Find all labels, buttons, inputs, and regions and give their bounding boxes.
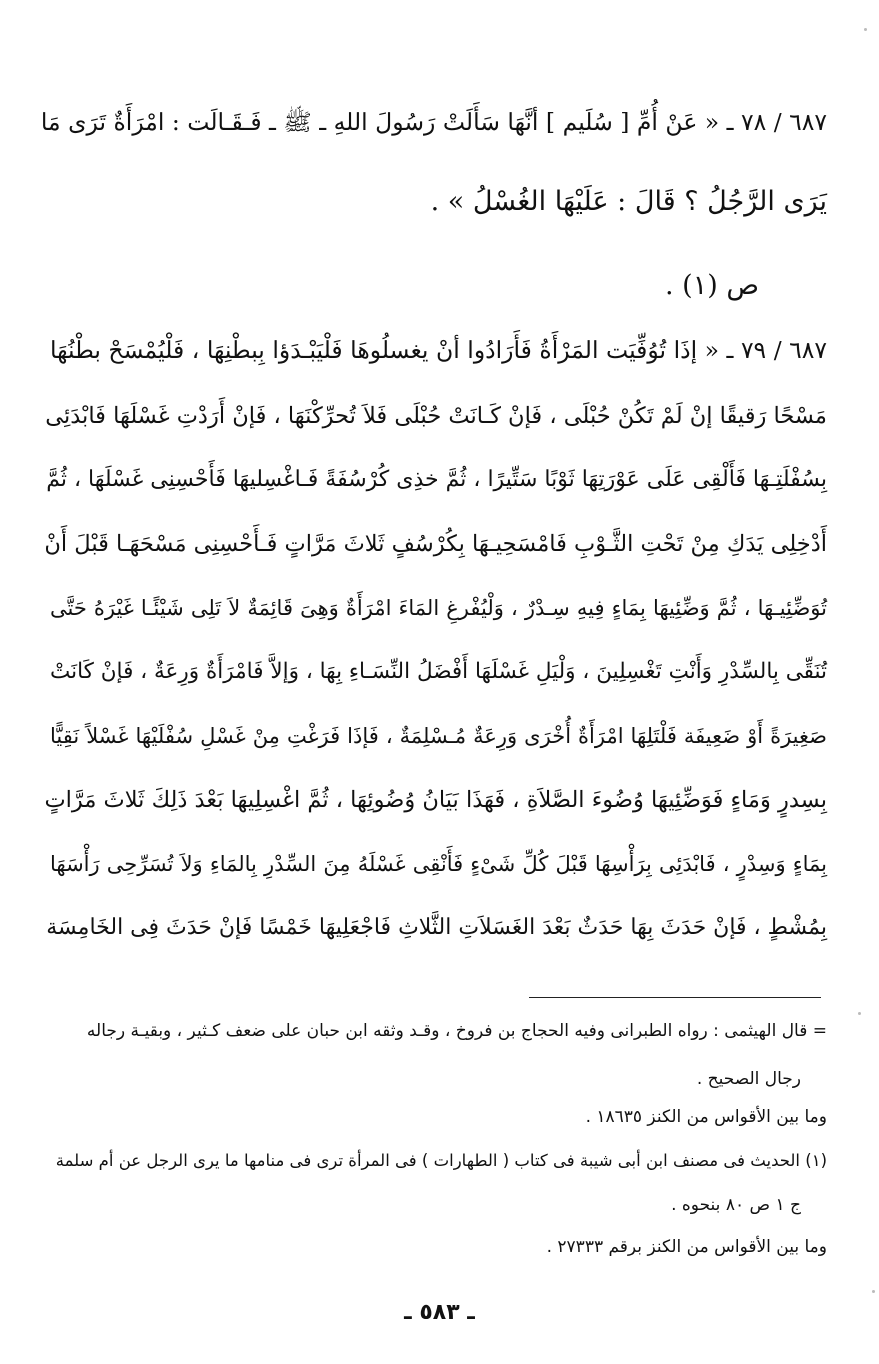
footnote-line-3: وما بين الأقواس من الكنز ١٨٦٣٥ . — [585, 1107, 827, 1127]
hadith-79-line-7: صَغِيرَةً أَوْ ضَعِيفَة فَلْتَلِهَا امْرَأَةٌ أُخْرَى وَرِعَةٌ مُـسْلِمَةٌ ، فَإذَا فَرَغْتِ مِنْ غَسْلِ سُفْلَيْهَا غَسْلاً نَقِيًّا — [50, 724, 827, 748]
footnote-line-6: وما بين الأقواس من الكنز برقم ٢٧٣٣٣ . — [546, 1237, 827, 1257]
hadith-78-line-2: يَرَى الرَّجُلُ ؟ قَالَ : عَلَيْهَا الغُسْلُ » . — [430, 186, 827, 217]
hadith-79-line-3: بِسُفْلَتِـهَا فَأَلْقِى عَلَى عَوْرَتِهَا ثَوْبًا سَتِّيرًا ، ثُمَّ خذِى كُرْسُفَةً فَـاغْسِليهَا فَأَحْسِنِى غَسْلَهَا ، ثُمَّ — [46, 467, 827, 492]
hadith-78-line-1: ٦٨٧ / ٧٨ ـ « عَنْ أُمِّ [ سُلَيم ] أنَّهَا سَأَلَتْ رَسُولَ اللهِ ـ ﷺ ـ فَـقَـالَت : امْرَأَةٌ تَرَى مَا — [40, 108, 827, 136]
hadith-79-line-6: تُنَقِّى بِالسِّدْرِ وَأَنْتِ تَغْسِلِينَ ، وَلْيَلِ غَسْلَهَا أَفْضَلُ النِّسَـاءِ بِهَا ، وَإلاَّ فَامْرَأَةٌ وَرِعَةٌ ، فَإنْ كَانَتْ — [50, 659, 827, 684]
scan-speck — [864, 28, 867, 31]
hadith-79-line-1: ٦٨٧ / ٧٩ ـ « إذَا تُوُفِّيَت المَرْأَةُ فَأَرَادُوا أنْ يغسلُوهَا فَلْيَبْـدَؤا بِبطْنِهَا ، فَلْيُمْسَحْ بطْنُهَا — [50, 336, 828, 364]
hadith-79-line-10: بِمُشْطٍ ، فَإنْ حَدَثَ بِهَا حَدَثٌ بَعْدَ الغَسَلاَتِ الثَّلاثِ فَاجْعَلِيهَا خَمْسًا فَإنْ حَدَثَ فِى الخَامِسَة — [46, 915, 827, 940]
scan-speck — [858, 1012, 861, 1015]
hadith-79-line-5: تُوَضِّئِيـهَا ، ثُمَّ وَضِّئِيهَا بِمَاءٍ فِيهِ سِـدْرٌ ، وَلْيُفْرغِ المَاءَ امْرَأَةٌ وَهِىَ قَائِمَةٌ لاَ تَلِى شَيْئًـا غَيْرَهُ حَتَّى — [50, 596, 827, 620]
source-reference: ص (١) . — [665, 270, 759, 301]
footnote-separator — [529, 997, 821, 998]
page-number: ـ ٥٨٣ ـ — [404, 1300, 475, 1325]
hadith-79-line-9: بِمَاءٍ وَسِدْرٍ ، فَابْدَئِى بِرَأْسِهَا قَبْلَ كُلِّ شَىْءٍ فَأَنْقِى غَسْلَهُ مِنَ السِّدْرِ بِالمَاءِ وَلاَ تُسَرِّحِى رَأْسَهَا — [50, 852, 827, 876]
hadith-79-line-4: أَدْخِلِى يَدَكِ مِنْ تَحْتِ الثَّـوْبِ فَامْسَحِيـهَا بِكُرْسُفٍ ثَلاثَ مَرَّاتٍ فَـأَحْسِنِى مَسْحَهَـا قَبْلَ أَنْ — [44, 531, 827, 557]
footnote-line-4: (١) الحديث فى مصنف ابن أبى شيبة فى كتاب ( الطهارات ) فى المرأة ترى فى منامها ما يرى الرجل عن أم سلمة — [55, 1151, 827, 1170]
hadith-79-line-8: بِسِدرٍ وَمَاءٍ فَوَضِّئِيهَا وُضُوءَ الصَّلاَةِ ، فَهَذَا بَيَانُ وُضُوئِهَا ، ثُمَّ اغْسِلِيهَا بَعْدَ ذَلِكَ ثَلاثَ مَرَّاتٍ — [44, 787, 827, 813]
footnote-line-2: رجال الصحيح . — [696, 1069, 801, 1089]
footnote-line-1: = قال الهيثمى : رواه الطبرانى وفيه الحجاج بن فروخ ، وقـد وثقه ابن حبان على ضعف كـثير ، وبقيـة رجاله — [86, 1021, 827, 1041]
scan-speck — [872, 1290, 875, 1293]
footnote-line-5: ج ١ ص ٨٠ بنحوه . — [671, 1195, 801, 1215]
hadith-79-line-2: مَسْحًا رَقيقًا إنْ لَمْ تَكُنْ حُبْلَى ، فَإنْ كَـانَتْ حُبْلَى فَلاَ تُحرِّكْنَهَا ، فَإنْ أَرَدْتِ غَسْلَهَا فَابْدَئِى — [45, 403, 827, 429]
